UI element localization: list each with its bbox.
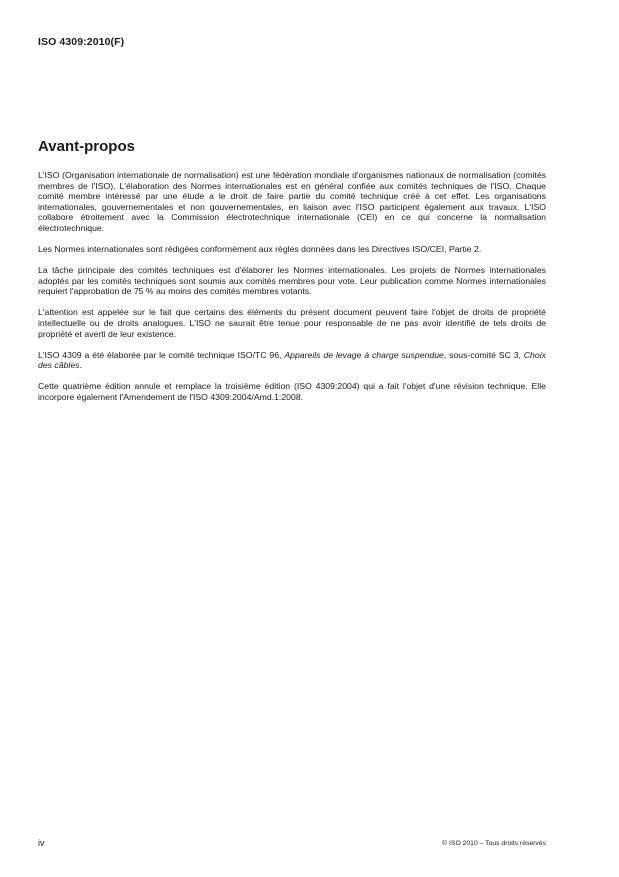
committee-title: Appareils de levage à charge suspendue [284,349,444,360]
paragraph-committee-responsibility [38,350,546,371]
section-title: Avant-propos [38,138,135,155]
paragraph-technical-committees: La tâche principale des comités techniques est d'élaborer les Normes internationales. Les projets de Normes internationales adoptés par les comités techniques sont soumis aux comités membres pour vote. Leur publication comme Normes internationales requiert l'approbation de 75 % au moins des comités membres votants. [38,265,546,297]
committee-text-1: L'ISO 4309 a été élaborée par le comité technique ISO/TC 96, [38,349,285,360]
committee-text-2: , sous-comité SC 3, [443,349,524,360]
paragraph-patent-rights: L'attention est appelée sur le fait que certains des éléments du présent document peuvent faire l'objet de droits de propriété intellectuelle ou de droits analogues. L'ISO ne saurait être tenue pour responsable de ne pas avoir identifié de tels droits de propriété et averti de leur existence. [38,307,546,339]
paragraph-iso-organisation: L'ISO (Organisation internationale de normalisation) est une fédération mondiale d'organismes nationaux de normalisation (comités membres de l'ISO). L'élaboration des Normes internationales est en général confiée aux comités techniques de l'ISO. Chaque comité membre intéressé par une étude a le droit de faire partie du comité technique créé à cet effet. Les organisations internationales, gouvernementales et non gouvernementales, en liaison avec l'ISO participent également aux travaux. L'ISO collabore étroitement avec la Commission électrotechnique internationale (CEI) en ce qui concerne la normalisation électrotechnique. [38,170,546,233]
subcommittee-title: Choix des câbles [38,349,546,371]
copyright-notice: © ISO 2010 – Tous droits réservés [442,840,546,847]
document-identifier: ISO 4309:2010(F) [38,36,125,48]
foreword-body [38,170,546,413]
committee-text-3: . [79,360,82,371]
paragraph-edition-history: Cette quatrième édition annule et remplace la troisième édition (ISO 4309:2004) qui a fait l'objet d'une révision technique. Elle incorpore également l'Amendement de l'ISO 4309:2004/Amd.1:2008. [38,381,546,402]
paragraph-directives: Les Normes internationales sont rédigées conformément aux règles données dans les Directives ISO/CEI, Partie 2. [38,244,482,255]
page-number: iv [38,838,45,848]
